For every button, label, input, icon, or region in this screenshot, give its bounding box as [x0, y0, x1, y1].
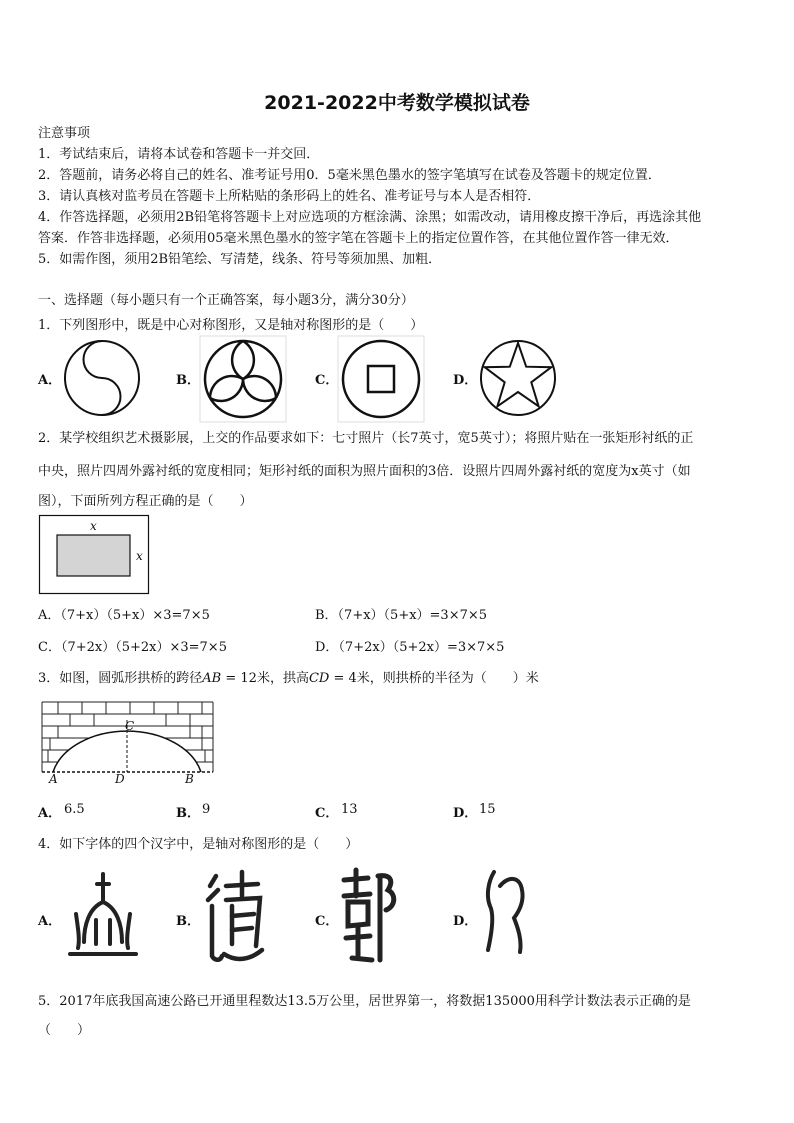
q3-figure-arch-bridge: [40, 700, 215, 774]
notice-item: 3．请认真核对监考员在答题卡上所粘贴的条形码上的姓名、准考证号与本人是否相符．: [38, 189, 541, 204]
q1-option-a-label: A．: [38, 373, 62, 388]
q4-figure-a-seal-character-icon: [64, 870, 142, 962]
q2-fig-label-x-right: x: [136, 549, 143, 563]
notice-item: 答案．作答非选择题，必须用05毫米黑色墨水的签字笔在答题卡上的指定位置作答，在其他位置作答一律无效．: [38, 231, 679, 246]
q4-figure-c-calligraphy-character-icon: [338, 866, 402, 966]
q3-eq-value: = 4: [329, 671, 357, 686]
q3-fig-label-b: B: [185, 772, 194, 786]
question-2-line: 2．某学校组织艺术摄影展，上交的作品要求如下：七寸照片（长7英寸，宽5英寸）；将照片贴在一张矩形衬纸的正: [38, 431, 694, 446]
question-1-stem: 1．下列图形中，既是中心对称图形，又是轴对称图形的是（ ）: [38, 318, 424, 333]
q1-figure-a-yinyang-icon: [62, 338, 144, 420]
q1-option-d-label: D．: [453, 373, 478, 388]
q3-eq-value: = 12: [221, 671, 257, 686]
q3-option-b-label: B．: [176, 806, 200, 821]
q3-stem-part: 3．如图，圆弧形拱桥的跨径: [38, 671, 203, 686]
q3-fig-label-c: C: [125, 719, 135, 733]
q3-option-d-label: D．: [453, 806, 478, 821]
q2-option-c: C．（7+2x）（5+2x）×3=7×5: [38, 640, 227, 655]
q1-option-c-label: C．: [315, 373, 339, 388]
notice-item: 5．如需作图，须用2B铅笔绘、写清楚，线条、符号等须加黑、加粗．: [38, 252, 442, 267]
question-4-stem: 4．如下字体的四个汉字中，是轴对称图形的是（ ）: [38, 837, 359, 852]
q3-fig-label-d: D: [115, 772, 125, 786]
q1-figure-d-star-icon: [478, 338, 560, 420]
q4-option-a-label: A．: [38, 914, 62, 929]
question-5-line: （ ）: [38, 1023, 91, 1038]
q2-option-a: A．（7+x）（5+x）×3=7×5: [38, 608, 210, 623]
question-3-stem: [38, 667, 539, 686]
q3-segment-ab: AB: [202, 671, 222, 686]
section-heading: 一、选择题（每小题只有一个正确答案，每小题3分，满分30分）: [38, 293, 414, 308]
q3-option-c-value: 13: [341, 802, 358, 817]
question-5-line: 5．2017年底我国高速公路已开通里程数达13.5万公里，居世界第一，将数据135000用科学计数法表示正确的是: [38, 994, 691, 1009]
q4-option-b-label: B．: [176, 914, 200, 929]
q4-option-d-label: D．: [453, 914, 478, 929]
q4-figure-d-seal-character-icon: [480, 866, 530, 958]
q2-fig-label-x-top: x: [90, 519, 97, 533]
q3-stem-part: 米，则拱桥的半径为（ ）米: [356, 671, 539, 686]
question-2-line: 图），下面所列方程正确的是（ ）: [38, 494, 253, 509]
q3-option-a-label: A．: [38, 806, 62, 821]
notice-item: 1．考试结束后，请将本试卷和答题卡一并交回．: [38, 147, 320, 162]
q1-option-b-label: B．: [176, 373, 200, 388]
q1-figure-b-trefoil-icon: [200, 336, 286, 422]
q3-option-d-value: 15: [479, 802, 496, 817]
q3-segment-cd: CD: [308, 671, 330, 686]
q2-option-b: B．（7+x）（5+x）=3×7×5: [315, 608, 488, 623]
q3-option-c-label: C．: [315, 806, 339, 821]
q4-option-c-label: C．: [315, 914, 339, 929]
q1-figure-c-coin-icon: [338, 336, 424, 422]
notice-item: 2．答题前，请务必将自己的姓名、准考证号用0．5毫米黑色墨水的签字笔填写在试卷及答题卡的规定位置．: [38, 168, 661, 183]
page-title: 2021-2022中考数学模拟试卷: [264, 92, 530, 114]
q3-option-b-value: 9: [202, 802, 211, 817]
question-2-line: 中央，照片四周外露衬纸的宽度相同；矩形衬纸的面积为照片面积的3倍．设照片四周外露衬纸的宽度为x英寸（如: [38, 464, 691, 479]
q2-option-d: D．（7+2x）（5+2x）=3×7×5: [315, 640, 505, 655]
q3-fig-label-a: A: [49, 772, 58, 786]
notice-item: 4．作答选择题，必须用2B铅笔将答题卡上对应选项的方框涂满、涂黑；如需改动，请用橡皮擦干净后，再选涂其他: [38, 210, 702, 225]
q3-stem-part: 米，拱高: [256, 671, 309, 686]
notice-heading: 注意事项: [38, 126, 91, 141]
q3-option-a-value: 6.5: [64, 802, 85, 817]
q4-figure-b-calligraphy-character-icon: [202, 866, 268, 966]
